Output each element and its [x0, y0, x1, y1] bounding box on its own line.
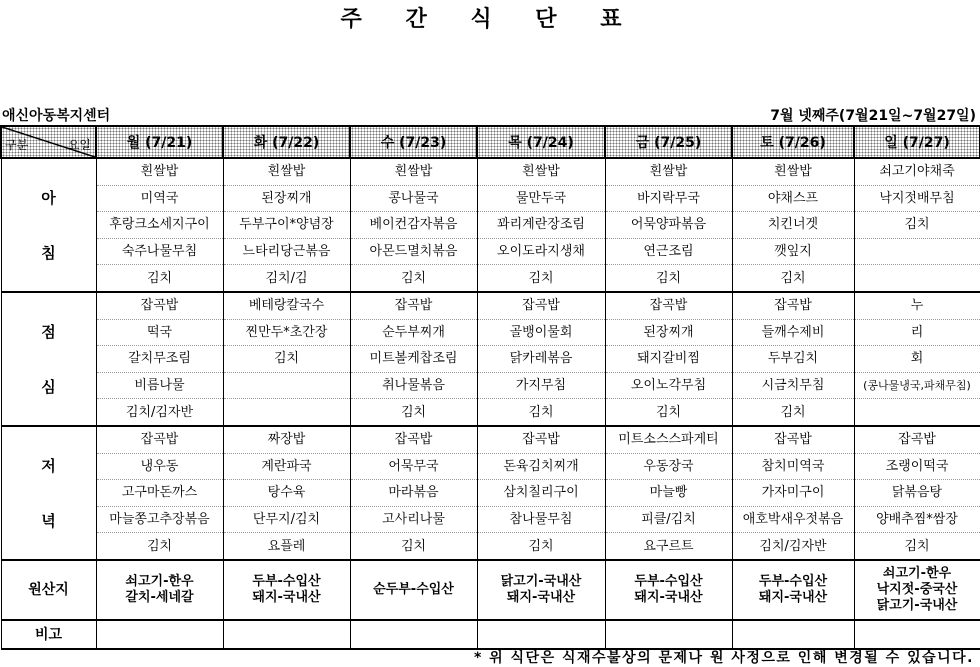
menu-row	[1, 533, 980, 560]
menu-item: 애호박새우젓볶음	[732, 506, 854, 533]
menu-item: 비름나물	[96, 372, 223, 399]
menu-row	[1, 399, 980, 426]
weekly-menu-table	[0, 125, 980, 650]
remarks-cell	[223, 620, 350, 649]
menu-item: 김치	[223, 346, 350, 373]
menu-item	[223, 372, 350, 399]
menu-item: 김치	[477, 265, 605, 292]
menu-item	[854, 238, 980, 265]
menu-item: 두부김치	[732, 346, 854, 373]
origin-line: 닭고기-국내산	[876, 597, 958, 613]
origin-line: 돼지-국내산	[758, 589, 828, 605]
remarks-cell	[854, 620, 980, 649]
meal-label	[1, 426, 96, 560]
menu-item: 바지락무국	[605, 185, 732, 212]
corner-label-day: 요일	[67, 138, 91, 152]
menu-item: 느타리당근볶음	[223, 238, 350, 265]
origin-line: 닭고기-국내산	[500, 573, 582, 589]
menu-item: 떡국	[96, 319, 223, 346]
menu-item: 오이도라지생채	[477, 238, 605, 265]
menu-item: 숙주나물무침	[96, 238, 223, 265]
organization-name: 애신아동복지센터	[2, 108, 111, 124]
menu-item: 돈육김치찌개	[477, 453, 605, 480]
menu-item: 아몬드멸치볶음	[350, 238, 477, 265]
menu-item: 김치/김자반	[732, 533, 854, 560]
origin-line: 두부-수입산	[634, 573, 703, 589]
menu-item: 가지무침	[477, 372, 605, 399]
origin-line: 돼지-국내산	[252, 589, 321, 605]
menu-item: 베테랑칼국수	[223, 292, 350, 319]
menu-item: 김치	[854, 533, 980, 560]
origin-cell	[223, 560, 350, 620]
menu-item: 미트소스스파게티	[605, 426, 732, 453]
menu-item: 계란파국	[223, 453, 350, 480]
menu-item: 잡곡밥	[854, 426, 980, 453]
remarks-cell	[350, 620, 477, 649]
menu-item: 쇠고기야채죽	[854, 158, 980, 185]
menu-row	[1, 480, 980, 507]
menu-item: 흰쌀밥	[477, 158, 605, 185]
menu-item: 삼치칠리구이	[477, 480, 605, 507]
menu-item: 닭볶음탕	[854, 480, 980, 507]
origin-cell	[605, 560, 732, 620]
menu-item: 잡곡밥	[96, 292, 223, 319]
footnote: * 위 식단은 식재수불상의 문제나 원 사정으로 인해 변경될 수 있습니다.	[473, 650, 974, 666]
origin-line: 낙지젓-중국산	[876, 581, 958, 597]
day-header: 토 (7/26)	[732, 126, 854, 158]
menu-item: 마늘쫑고추장볶음	[96, 506, 223, 533]
menu-row	[1, 238, 980, 265]
origin-line: 두부-수입산	[758, 573, 828, 589]
menu-row	[1, 158, 980, 185]
menu-item: 베이컨감자볶음	[350, 212, 477, 239]
menu-item: 취나물볶음	[350, 372, 477, 399]
meal-label-top: 점	[41, 322, 56, 341]
menu-row	[1, 292, 980, 319]
remarks-cell	[605, 620, 732, 649]
menu-item: 물만두국	[477, 185, 605, 212]
menu-item: 잡곡밥	[96, 426, 223, 453]
menu-item: 찐만두*초간장	[223, 319, 350, 346]
menu-item: 잡곡밥	[732, 426, 854, 453]
day-header: 월 (7/21)	[96, 126, 223, 158]
menu-item: 김치	[854, 212, 980, 239]
origin-line: 쇠고기-한우	[882, 565, 952, 581]
menu-item: 김치	[732, 265, 854, 292]
menu-item: 미역국	[96, 185, 223, 212]
menu-item: 닭카레볶음	[477, 346, 605, 373]
menu-item: 탕수육	[223, 480, 350, 507]
menu-item: 잡곡밥	[350, 292, 477, 319]
meal-label	[1, 158, 96, 292]
menu-row	[1, 372, 980, 399]
menu-item: 잡곡밥	[605, 292, 732, 319]
menu-row	[1, 506, 980, 533]
menu-item	[223, 399, 350, 426]
meal-label	[1, 292, 96, 426]
menu-item: 흰쌀밥	[223, 158, 350, 185]
menu-item: 김치	[477, 399, 605, 426]
page-title: 주 간 식 단 표	[340, 7, 640, 32]
origin-label: 원산지	[1, 560, 96, 620]
menu-item: 오이노각무침	[605, 372, 732, 399]
menu-item: 김치	[605, 399, 732, 426]
menu-item: 순두부찌개	[350, 319, 477, 346]
menu-item: 잡곡밥	[477, 426, 605, 453]
menu-item: 시금치무침	[732, 372, 854, 399]
remarks-cell	[96, 620, 223, 649]
menu-item: 요구르트	[605, 533, 732, 560]
menu-item: 김치	[96, 265, 223, 292]
menu-item: 마늘빵	[605, 480, 732, 507]
menu-item: (콩나물냉국,파채무침)	[854, 372, 980, 399]
meal-label-bottom: 녁	[41, 511, 56, 530]
menu-item: 깻잎지	[732, 238, 854, 265]
day-header: 화 (7/22)	[223, 126, 350, 158]
menu-row	[1, 426, 980, 453]
menu-row	[1, 319, 980, 346]
menu-item: 치킨너겟	[732, 212, 854, 239]
day-header: 일 (7/27)	[854, 126, 980, 158]
origin-row	[1, 560, 980, 620]
menu-body	[1, 158, 980, 649]
menu-row	[1, 453, 980, 480]
corner-label-category: 구분	[5, 138, 29, 152]
menu-item: 참나물무침	[477, 506, 605, 533]
menu-item: 참치미역국	[732, 453, 854, 480]
meal-label-bottom: 침	[41, 243, 56, 262]
meal-label-top: 아	[41, 188, 56, 207]
menu-item: 콩나물국	[350, 185, 477, 212]
origin-cell	[477, 560, 605, 620]
menu-item: 된장찌개	[223, 185, 350, 212]
menu-item: 잡곡밥	[732, 292, 854, 319]
day-header: 수 (7/23)	[350, 126, 477, 158]
menu-item: 짜장밥	[223, 426, 350, 453]
corner-header	[1, 126, 96, 158]
menu-item: 김치	[350, 265, 477, 292]
day-header: 금 (7/25)	[605, 126, 732, 158]
menu-item: 누	[854, 292, 980, 319]
origin-cell	[96, 560, 223, 620]
origin-cell	[854, 560, 980, 620]
menu-item: 고사리나물	[350, 506, 477, 533]
menu-item: 후랑크소세지구이	[96, 212, 223, 239]
menu-item: 우동장국	[605, 453, 732, 480]
menu-item: 김치	[605, 265, 732, 292]
menu-item: 흰쌀밥	[350, 158, 477, 185]
menu-item: 조랭이떡국	[854, 453, 980, 480]
origin-line: 돼지-국내산	[506, 589, 576, 605]
origin-line: 쇠고기-한우	[125, 573, 194, 589]
menu-item: 회	[854, 346, 980, 373]
menu-item: 마라볶음	[350, 480, 477, 507]
remarks-cell	[477, 620, 605, 649]
menu-item: 돼지갈비찜	[605, 346, 732, 373]
menu-item: 어묵양파볶음	[605, 212, 732, 239]
origin-cell	[350, 560, 477, 620]
menu-item: 낙지젓배무침	[854, 185, 980, 212]
menu-row	[1, 185, 980, 212]
menu-item: 단무지/김치	[223, 506, 350, 533]
menu-item: 미트볼케찹조림	[350, 346, 477, 373]
menu-row	[1, 265, 980, 292]
meal-label-bottom: 심	[41, 377, 56, 396]
menu-item: 꽈리계란장조림	[477, 212, 605, 239]
menu-item: 연근조림	[605, 238, 732, 265]
menu-item: 야채스프	[732, 185, 854, 212]
menu-item: 김치/김	[223, 265, 350, 292]
menu-item: 어묵무국	[350, 453, 477, 480]
menu-item: 흰쌀밥	[605, 158, 732, 185]
menu-item: 가자미구이	[732, 480, 854, 507]
origin-line: 갈치-세네갈	[125, 589, 194, 605]
menu-item: 냉우동	[96, 453, 223, 480]
menu-item	[854, 265, 980, 292]
menu-item: 잡곡밥	[477, 292, 605, 319]
menu-item: 골뱅이물회	[477, 319, 605, 346]
menu-item: 고구마돈까스	[96, 480, 223, 507]
menu-item: 요플레	[223, 533, 350, 560]
origin-line: 돼지-국내산	[634, 589, 703, 605]
header-row	[1, 126, 980, 158]
menu-item: 김치	[477, 533, 605, 560]
menu-row	[1, 212, 980, 239]
menu-item: 김치	[96, 533, 223, 560]
menu-item: 김치/김자반	[96, 399, 223, 426]
origin-line: 순두부-수입산	[373, 581, 454, 597]
remarks-cell	[732, 620, 854, 649]
menu-item: 흰쌀밥	[96, 158, 223, 185]
menu-item: 양배추찜*쌈장	[854, 506, 980, 533]
menu-item: 피클/김치	[605, 506, 732, 533]
menu-item: 잡곡밥	[350, 426, 477, 453]
week-label: 7월 넷째주(7월21일~7월27일)	[770, 108, 976, 124]
menu-item: 들깨수제비	[732, 319, 854, 346]
menu-item: 갈치무조림	[96, 346, 223, 373]
origin-cell	[732, 560, 854, 620]
remarks-row	[1, 620, 980, 649]
meal-label-top: 저	[41, 456, 56, 475]
menu-item	[854, 399, 980, 426]
menu-item: 김치	[350, 533, 477, 560]
origin-line: 두부-수입산	[252, 573, 321, 589]
menu-item: 리	[854, 319, 980, 346]
menu-row	[1, 346, 980, 373]
menu-item: 김치	[350, 399, 477, 426]
menu-item: 흰쌀밥	[732, 158, 854, 185]
menu-item: 된장찌개	[605, 319, 732, 346]
day-header: 목 (7/24)	[477, 126, 605, 158]
menu-item: 두부구이*양념장	[223, 212, 350, 239]
menu-item: 김치	[732, 399, 854, 426]
remarks-label: 비고	[1, 620, 96, 649]
